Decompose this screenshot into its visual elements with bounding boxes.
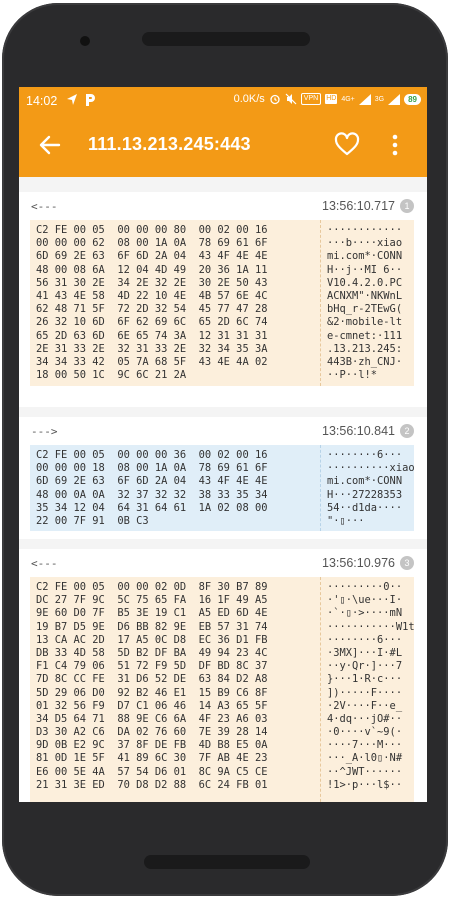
ascii-line: V10.4.2.0.PC: [327, 276, 403, 289]
packet-timestamp: 13:56:10.717: [322, 199, 395, 213]
ascii-line: ··········xiao: [327, 462, 415, 475]
hex-dump[interactable]: [30, 577, 414, 802]
ascii-line: ])·····F····: [327, 686, 403, 699]
ascii-line: H···27228353: [327, 488, 403, 501]
ascii-line: 443B·zh_CNJ·: [327, 355, 403, 368]
hex-line: 00 00 00 62 08 00 1A 0A 78 69 61 6F: [36, 237, 268, 250]
hex-line: 81 0D 1E 5F 41 89 6C 30 7F AB 4E 23: [36, 752, 268, 765]
ascii-line: H··j··MI 6··: [327, 263, 403, 276]
hex-line: F1 C4 79 06 51 72 F9 5D DF BD 8C 37: [36, 660, 268, 673]
ascii-line: ACNXM"·NKWnL: [327, 289, 403, 302]
hex-line: 7D 8C CC FE 31 D6 52 DE 63 84 D2 A8: [36, 673, 268, 686]
hex-line: 48 00 0A 0A 32 37 32 32 38 33 35 34: [36, 488, 268, 501]
page-title: 111.13.213.245:443: [88, 134, 251, 154]
hex-line: 6D 69 2E 63 6F 6D 2A 04 43 4F 4E 4E: [36, 475, 268, 488]
hex-line: DB 33 4D 58 5D B2 DF BA 49 94 23 4C: [36, 646, 268, 659]
favorite-heart-icon[interactable]: [333, 131, 361, 159]
hex-line: 18 00 50 1C 9C 6C 21 2A: [36, 369, 187, 382]
app-bar: [19, 114, 427, 177]
signal-icon: [359, 94, 371, 105]
ascii-line: ·3MX]···I·#L: [327, 646, 403, 659]
column-divider: [320, 445, 321, 531]
ascii-line: ········6···: [327, 449, 403, 461]
ascii-line: .13.213.245:: [327, 342, 403, 355]
hex-line: 5D 29 06 D0 92 B2 46 E1 15 B9 C6 8F: [36, 686, 268, 699]
ascii-line: ··P··l!*: [327, 369, 378, 382]
net-speed: 0.0K/s: [233, 93, 265, 105]
hex-dump[interactable]: [30, 220, 414, 386]
back-arrow-icon[interactable]: [37, 132, 63, 158]
alarm-icon: [269, 93, 281, 105]
packet-timestamp: 13:56:10.841: [322, 424, 395, 438]
ascii-line: ···_A·l0▯·N#: [327, 752, 403, 765]
hex-column: [36, 224, 267, 382]
ascii-line: ···b····xiao: [327, 237, 403, 250]
ascii-line: ········6···: [327, 633, 403, 646]
ascii-line: ·2V····F··e_: [327, 699, 403, 712]
ascii-line: e-cmnet:·111: [327, 329, 403, 342]
packet-list[interactable]: [19, 177, 427, 802]
hex-line: 2E 31 33 2E 32 31 33 2E 32 34 35 3A: [36, 342, 268, 355]
packet-index-badge: 2: [400, 424, 414, 438]
hex-line: 9D 0B E2 9C 37 8F DE FB 4D B8 E5 0A: [36, 739, 268, 752]
screen: [19, 87, 427, 802]
hex-column: [36, 449, 267, 528]
status-bar: [19, 87, 427, 114]
more-vert-icon[interactable]: [385, 132, 405, 158]
network-type-2: 3G: [374, 95, 385, 103]
top-speaker: [142, 32, 310, 46]
ascii-column: [327, 449, 413, 528]
packet-index-badge: 1: [400, 199, 414, 213]
status-right: [234, 93, 421, 105]
hex-line: 34 D5 64 71 88 9E C6 6A 4F 23 A6 03: [36, 712, 268, 725]
hex-line: C2 FE 00 05 00 00 02 0D 8F 30 B7 89: [36, 581, 268, 593]
ascii-line: 54··d1da····: [327, 501, 403, 514]
p-app-icon: [83, 92, 97, 108]
hex-line: 00 00 00 18 08 00 1A 0A 78 69 61 6F: [36, 462, 268, 475]
hex-line: 34 34 33 42 05 7A 68 5F 43 4E 4A 02: [36, 355, 268, 368]
ascii-line: ··^JWT······: [327, 765, 403, 778]
status-time: 14:02: [26, 94, 58, 108]
ascii-line: mi.com*·CONN: [327, 250, 403, 263]
hex-line: DC 27 7F 9C 5C 75 65 FA 16 1F 49 A5: [36, 594, 268, 607]
mute-icon: [285, 93, 297, 105]
ascii-column: [327, 581, 413, 792]
packet-index-badge: 3: [400, 556, 414, 570]
direction-indicator: <---: [31, 557, 58, 570]
vpn-badge: VPN: [301, 93, 321, 105]
hex-dump[interactable]: [30, 445, 414, 531]
ascii-line: ·`·▯·>····mN: [327, 607, 403, 620]
hex-line: 22 00 7F 91 0B C3: [36, 514, 149, 527]
packet-entry[interactable]: [19, 192, 427, 407]
hex-line: E6 00 5E 4A 57 54 D6 01 8C 9A C5 CE: [36, 765, 268, 778]
direction-indicator: --->: [31, 425, 58, 438]
hex-column: [36, 581, 267, 792]
hex-line: 9E 60 D0 7F B5 3E 19 C1 A5 ED 6D 4E: [36, 607, 268, 620]
location-arrow-icon: [65, 92, 79, 108]
ascii-line: "·▯···: [327, 514, 365, 527]
hex-line: 62 48 71 5F 72 2D 32 54 45 77 47 28: [36, 303, 268, 316]
hex-line: C2 FE 00 05 00 00 00 80 00 02 00 16: [36, 224, 268, 236]
hex-line: 41 43 4E 58 4D 22 10 4E 4B 57 6E 4C: [36, 289, 268, 302]
ascii-line: }···1·R·c···: [327, 673, 403, 686]
ascii-line: ·0····v`~9(·: [327, 726, 403, 739]
hd-badge: HD: [326, 95, 337, 102]
hex-line: 65 2D 63 6D 6E 65 74 3A 12 31 31 31: [36, 329, 268, 342]
battery-indicator: 89: [404, 94, 421, 105]
ascii-line: ·········0··: [327, 581, 403, 593]
hex-line: 13 CA AC 2D 17 A5 0C D8 EC 36 D1 FB: [36, 633, 268, 646]
hex-line: 26 32 10 6D 6F 62 69 6C 65 2D 6C 74: [36, 316, 268, 329]
ascii-line: mi.com*·CONN: [327, 475, 403, 488]
ascii-line: ··y·Qr·]···7: [327, 660, 403, 673]
hex-line: 6D 69 2E 63 6F 6D 2A 04 43 4F 4E 4E: [36, 250, 268, 263]
ascii-line: &2·mobile-lt: [327, 316, 403, 329]
ascii-column: [327, 224, 413, 382]
ascii-line: ···········W1t: [327, 620, 415, 633]
hex-line: 01 32 56 F9 D7 C1 06 46 14 A3 65 5F: [36, 699, 268, 712]
hex-line: 56 31 30 2E 34 2E 32 2E 30 2E 50 43: [36, 276, 268, 289]
column-divider: [320, 220, 321, 386]
hex-line: 19 B7 D5 9E D6 BB 82 9E EB 57 31 74: [36, 620, 268, 633]
ascii-line: ····7···M···: [327, 739, 403, 752]
ascii-line: ············: [327, 224, 403, 236]
ascii-line: bHq_r-2TEwG(: [327, 303, 403, 316]
hex-line: 21 31 3E ED 70 D8 D2 88 6C 24 FB 01: [36, 778, 268, 791]
bottom-speaker: [144, 855, 310, 869]
signal-icon-2: [388, 94, 400, 105]
packet-entry[interactable]: [19, 417, 427, 539]
hex-line: 35 34 12 04 64 31 64 61 1A 02 08 00: [36, 501, 268, 514]
hex-line: D3 30 A2 C6 DA 02 76 60 7E 39 28 14: [36, 726, 268, 739]
ascii-line: !1>·p···l$··: [327, 778, 403, 791]
hex-line: 48 00 08 6A 12 04 4D 49 20 36 1A 11: [36, 263, 268, 276]
network-type: 4G+: [341, 95, 355, 103]
packet-entry[interactable]: [19, 549, 427, 802]
packet-timestamp: 13:56:10.976: [322, 556, 395, 570]
ascii-line: 4·dq···jO#··: [327, 712, 403, 725]
direction-indicator: <---: [31, 200, 58, 213]
ascii-line: ·'▯·\ue···I·: [327, 594, 403, 607]
column-divider: [320, 577, 321, 802]
front-camera: [80, 36, 90, 46]
hex-line: C2 FE 00 05 00 00 00 36 00 02 00 16: [36, 449, 268, 461]
